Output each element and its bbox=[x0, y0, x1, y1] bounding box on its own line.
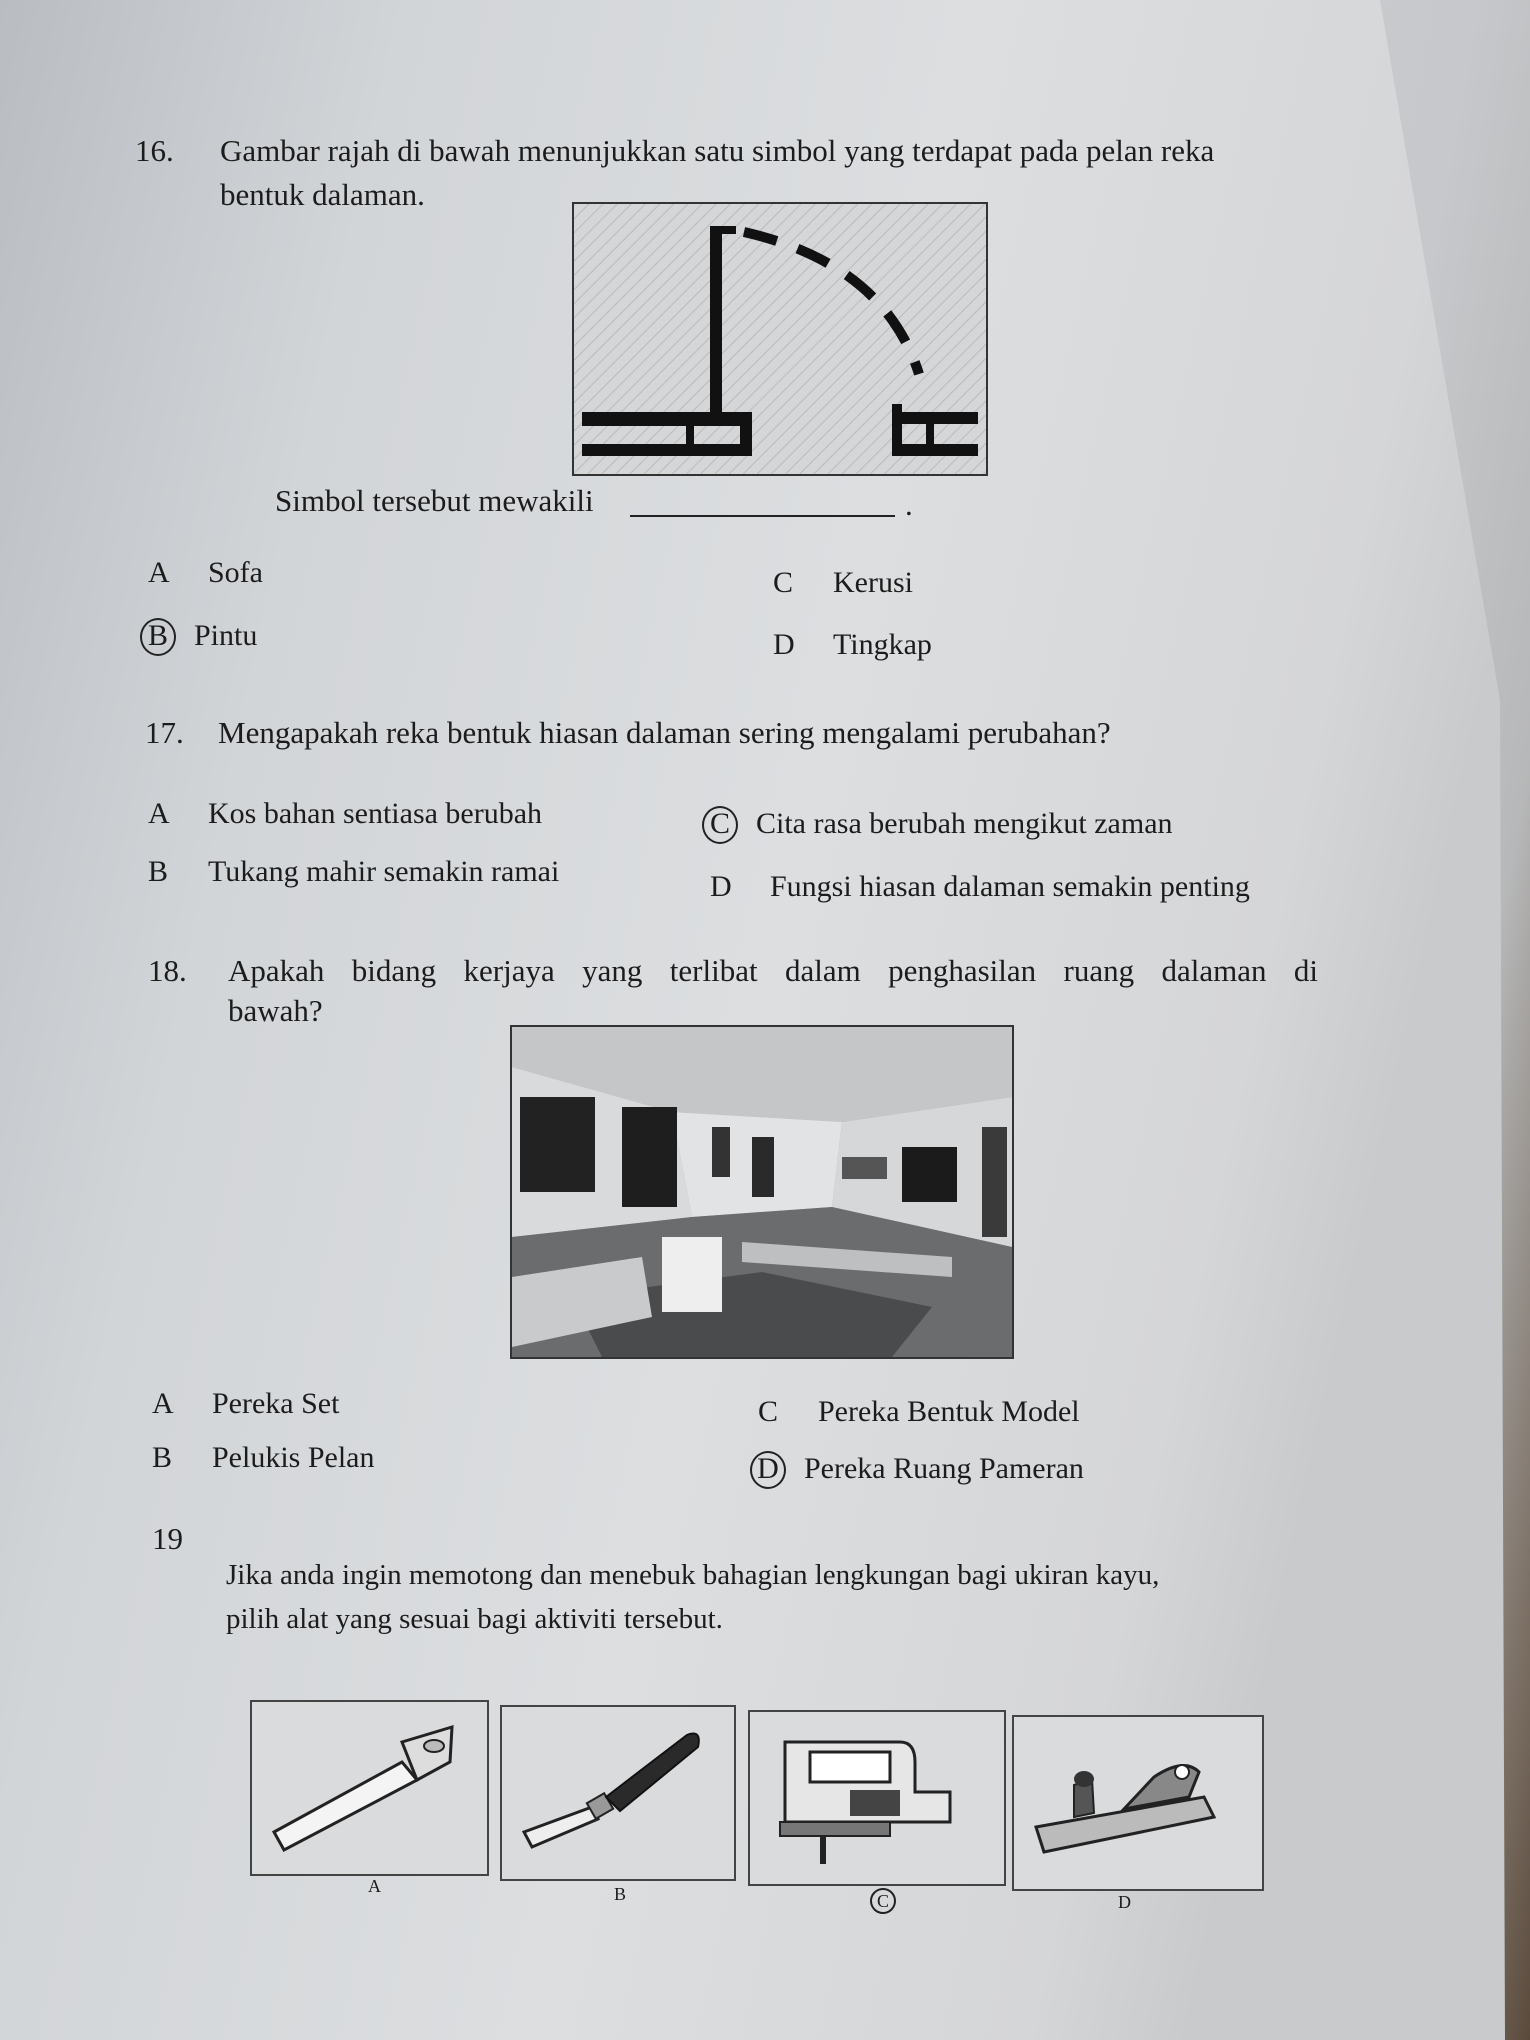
q16-number: 16. bbox=[135, 133, 174, 168]
option-text: Pereka Bentuk Model bbox=[818, 1395, 1080, 1428]
q16-option-a bbox=[148, 556, 263, 590]
option-text: Cita rasa berubah mengikut zaman bbox=[756, 807, 1173, 840]
q18-option-c bbox=[758, 1395, 1080, 1429]
q18-question-line2: bawah? bbox=[228, 993, 323, 1028]
chisel-icon bbox=[502, 1707, 734, 1879]
exhibition-room-photo bbox=[510, 1025, 1014, 1359]
q19-number: 19 bbox=[152, 1521, 183, 1556]
q19-question-line1: Jika anda ingin memotong dan menebuk bahagian lengkungan bagi ukiran kayu, bbox=[226, 1559, 1160, 1591]
option-text: Pintu bbox=[194, 619, 258, 652]
tool-option-b bbox=[500, 1705, 736, 1881]
hand-plane-icon bbox=[1014, 1717, 1262, 1889]
q17-option-c bbox=[710, 806, 1173, 844]
exhibition-room-icon bbox=[512, 1027, 1012, 1357]
option-letter: C bbox=[758, 1395, 779, 1428]
q18-question-line1: Apakah bidang kerjaya yang terlibat dalam penghasilan ruang dalaman di bbox=[228, 953, 1318, 988]
q16-question-line2: bentuk dalaman. bbox=[220, 177, 425, 212]
option-text: Pelukis Pelan bbox=[212, 1441, 375, 1474]
selected-answer-circle: D bbox=[750, 1451, 786, 1489]
option-text: Kerusi bbox=[833, 566, 913, 599]
option-letter: D bbox=[710, 870, 732, 903]
q16-option-d bbox=[773, 628, 932, 662]
jigsaw-icon bbox=[750, 1712, 1004, 1884]
tool-option-c bbox=[748, 1710, 1006, 1886]
door-symbol-icon bbox=[574, 204, 986, 474]
q18-number: 18. bbox=[148, 953, 187, 988]
option-text: Fungsi hiasan dalaman semakin penting bbox=[770, 870, 1250, 903]
q16-prompt: Simbol tersebut mewakili bbox=[275, 483, 594, 518]
q18-option-d bbox=[758, 1451, 1084, 1489]
option-text: Pereka Ruang Pameran bbox=[804, 1452, 1084, 1485]
selected-answer-circle: C bbox=[702, 806, 738, 844]
option-letter: A bbox=[148, 797, 170, 830]
q16-option-b bbox=[148, 618, 257, 656]
option-letter: B bbox=[152, 1441, 173, 1474]
selected-answer-circle: B bbox=[140, 618, 176, 656]
tool-label-d: D bbox=[1118, 1892, 1131, 1912]
tool-option-d bbox=[1012, 1715, 1264, 1891]
q16-option-c bbox=[773, 566, 913, 600]
option-text: Sofa bbox=[208, 556, 263, 589]
q16-question-line1: Gambar rajah di bawah menunjukkan satu simbol yang terdapat pada pelan reka bbox=[220, 133, 1215, 168]
option-text: Kos bahan sentiasa berubah bbox=[208, 797, 543, 830]
option-text: Tukang mahir semakin ramai bbox=[208, 855, 560, 888]
q16-blank-end: . bbox=[905, 487, 913, 522]
option-letter: A bbox=[148, 556, 170, 589]
option-letter: D bbox=[773, 628, 795, 661]
tool-label-a: A bbox=[368, 1876, 381, 1896]
tool-label-c: C bbox=[870, 1888, 896, 1914]
q19-question-line2: pilih alat yang sesuai bagi aktiviti tersebut. bbox=[226, 1603, 723, 1635]
option-letter: B bbox=[148, 855, 169, 888]
q18-option-a bbox=[152, 1387, 339, 1421]
hand-saw-icon bbox=[252, 1702, 487, 1874]
door-symbol-figure bbox=[572, 202, 988, 476]
q17-question: Mengapakah reka bentuk hiasan dalaman sering mengalami perubahan? bbox=[218, 715, 1111, 750]
q17-number: 17. bbox=[145, 715, 184, 750]
answer-blank bbox=[630, 515, 895, 517]
q18-option-b bbox=[152, 1441, 375, 1475]
q17-option-d bbox=[710, 870, 1250, 904]
option-text: Pereka Set bbox=[212, 1387, 340, 1420]
q17-option-b bbox=[148, 855, 559, 889]
tool-label-b: B bbox=[614, 1884, 627, 1904]
option-letter: C bbox=[773, 566, 794, 599]
option-letter: A bbox=[152, 1387, 174, 1420]
tool-option-a bbox=[250, 1700, 489, 1876]
option-text: Tingkap bbox=[833, 628, 932, 661]
q17-option-a bbox=[148, 797, 542, 831]
